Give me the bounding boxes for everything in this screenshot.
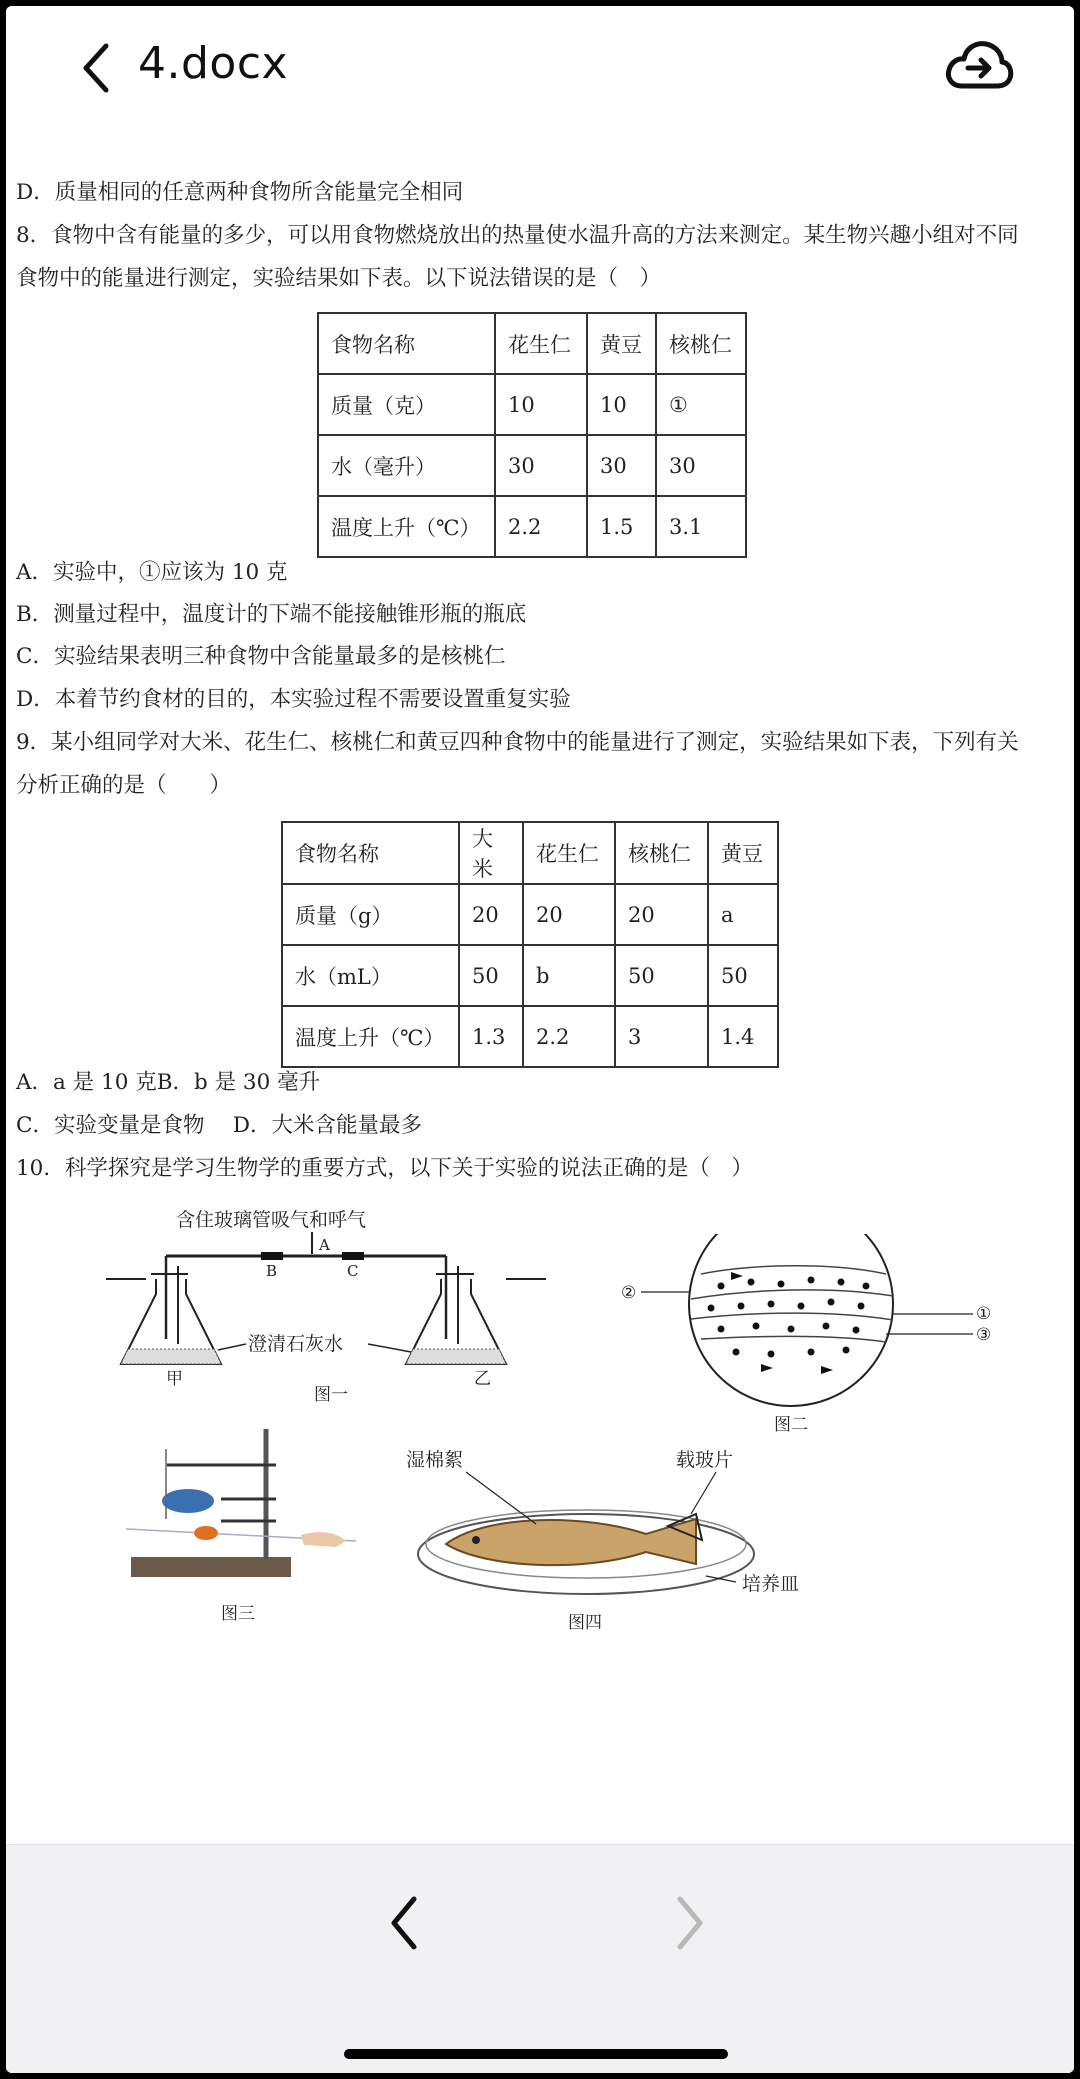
table-cell: 50 xyxy=(459,945,523,1006)
table-cell: 2.2 xyxy=(495,496,587,557)
table-row xyxy=(282,884,778,945)
table-cell: a xyxy=(708,884,778,945)
fig1-yi-label: 乙 xyxy=(474,1369,491,1389)
cloud-upload-icon[interactable] xyxy=(944,36,1014,98)
table-cell: 花生仁 xyxy=(523,822,615,884)
table-cell: 温度上升（℃） xyxy=(282,1006,459,1067)
prev-page-icon[interactable] xyxy=(386,1893,426,1953)
table-question-8 xyxy=(317,312,747,558)
question-9-option-cd: C．实验变量是食物 D．大米含能量最多 xyxy=(16,1113,423,1138)
fig2-marker-3: ③ xyxy=(976,1325,992,1345)
table-cell: 50 xyxy=(708,945,778,1006)
back-chevron-icon[interactable] xyxy=(76,42,120,94)
fig2-marker-1: ① xyxy=(976,1304,992,1324)
fig1-label-c: C xyxy=(347,1262,359,1280)
fig4-slide-label: 载玻片 xyxy=(676,1450,734,1471)
table-cell: 花生仁 xyxy=(495,313,587,374)
table-cell: 水（毫升） xyxy=(318,435,495,496)
bottom-toolbar xyxy=(6,1844,1074,2073)
fig1-caption: 图一 xyxy=(314,1385,348,1404)
table-cell: 20 xyxy=(615,884,708,945)
fig4-caption: 图四 xyxy=(568,1613,602,1633)
table-cell: 1.5 xyxy=(587,496,656,557)
question-9-option-ab: A．a 是 10 克B．b 是 30 毫升 xyxy=(16,1070,321,1095)
table-header-row xyxy=(282,822,778,884)
table-cell: 10 xyxy=(587,374,656,435)
table-cell: 食物名称 xyxy=(282,822,459,884)
table-question-9 xyxy=(281,821,779,1068)
fig2-marker-2: ② xyxy=(621,1283,637,1303)
table-row xyxy=(318,435,746,496)
table-row xyxy=(318,374,746,435)
table-cell: 食物名称 xyxy=(318,313,495,374)
table-cell: 50 xyxy=(615,945,708,1006)
table-cell: 核桃仁 xyxy=(656,313,746,374)
document-page xyxy=(6,124,1074,1844)
home-indicator[interactable] xyxy=(344,2049,728,2059)
figure-2-blood-flow xyxy=(611,1234,1016,1434)
question-8-option-c: C．实验结果表明三种食物中含能量最多的是核桃仁 xyxy=(16,644,506,669)
table-cell: 10 xyxy=(495,374,587,435)
question-8-option-b: B．测量过程中，温度计的下端不能接触锥形瓶的瓶底 xyxy=(16,602,527,627)
table-cell: 温度上升（℃） xyxy=(318,496,495,557)
table-cell: 1.3 xyxy=(459,1006,523,1067)
question-10-line: 10．科学探究是学习生物学的重要方式，以下关于实验的说法正确的是（ ） xyxy=(16,1156,753,1181)
question-8-line-2: 食物中的能量进行测定，实验结果如下表。以下说法错误的是（ ） xyxy=(16,266,662,291)
fig1-label-b: B xyxy=(266,1262,278,1280)
figure-1-breathing-apparatus xyxy=(106,1204,566,1404)
top-bar xyxy=(6,6,1074,124)
fig1-jia-label: 甲 xyxy=(166,1369,183,1389)
table-cell: 30 xyxy=(587,435,656,496)
figure-4-fish-petri-dish xyxy=(406,1444,856,1634)
table-cell: 30 xyxy=(656,435,746,496)
question-9-line-1: 9．某小组同学对大米、花生仁、核桃仁和黄豆四种食物中的能量进行了测定，实验结果如下表，下列有关 xyxy=(16,730,1019,755)
table-cell: 质量（g） xyxy=(282,884,459,945)
table-row xyxy=(318,496,746,557)
question-8-option-a: A．实验中，①应该为 10 克 xyxy=(16,560,288,585)
table-cell: 3.1 xyxy=(656,496,746,557)
screen xyxy=(6,6,1074,2073)
table-row xyxy=(282,945,778,1006)
table-cell: 3 xyxy=(615,1006,708,1067)
fig1-limewater-label: 澄清石灰水 xyxy=(248,1334,344,1355)
table-cell: b xyxy=(523,945,615,1006)
next-page-icon[interactable] xyxy=(668,1893,708,1953)
table-header-row xyxy=(318,313,746,374)
fig4-dish-label: 培养皿 xyxy=(742,1574,800,1595)
table-cell: 大米 xyxy=(459,822,523,884)
table-cell: 20 xyxy=(523,884,615,945)
option-d-previous: D．质量相同的任意两种食物所含能量完全相同 xyxy=(16,180,464,205)
table-cell: 20 xyxy=(459,884,523,945)
table-cell: ① xyxy=(656,374,746,435)
fig2-caption: 图二 xyxy=(774,1415,808,1434)
table-cell: 1.4 xyxy=(708,1006,778,1067)
table-cell: 核桃仁 xyxy=(615,822,708,884)
table-cell: 水（mL） xyxy=(282,945,459,1006)
fig1-label-a: A xyxy=(319,1236,330,1254)
question-8-line-1: 8．食物中含有能量的多少，可以用食物燃烧放出的热量使水温升高的方法来测定。某生物兴趣小组对不同 xyxy=(16,223,1019,248)
question-9-line-2: 分析正确的是（ ） xyxy=(16,773,232,798)
table-cell: 2.2 xyxy=(523,1006,615,1067)
table-cell: 30 xyxy=(495,435,587,496)
fig4-cotton-label: 湿棉絮 xyxy=(406,1450,464,1471)
fig1-top-label: 含住玻璃管吸气和呼气 xyxy=(176,1210,367,1231)
table-cell: 黄豆 xyxy=(587,313,656,374)
question-8-option-d: D．本着节约食材的目的，本实验过程不需要设置重复实验 xyxy=(16,687,571,712)
table-row xyxy=(282,1006,778,1067)
document-title: 4.docx xyxy=(138,38,289,89)
table-cell: 黄豆 xyxy=(708,822,778,884)
table-cell: 质量（克） xyxy=(318,374,495,435)
figure-3-heating-stand xyxy=(126,1429,366,1629)
fig3-caption: 图三 xyxy=(221,1604,255,1624)
